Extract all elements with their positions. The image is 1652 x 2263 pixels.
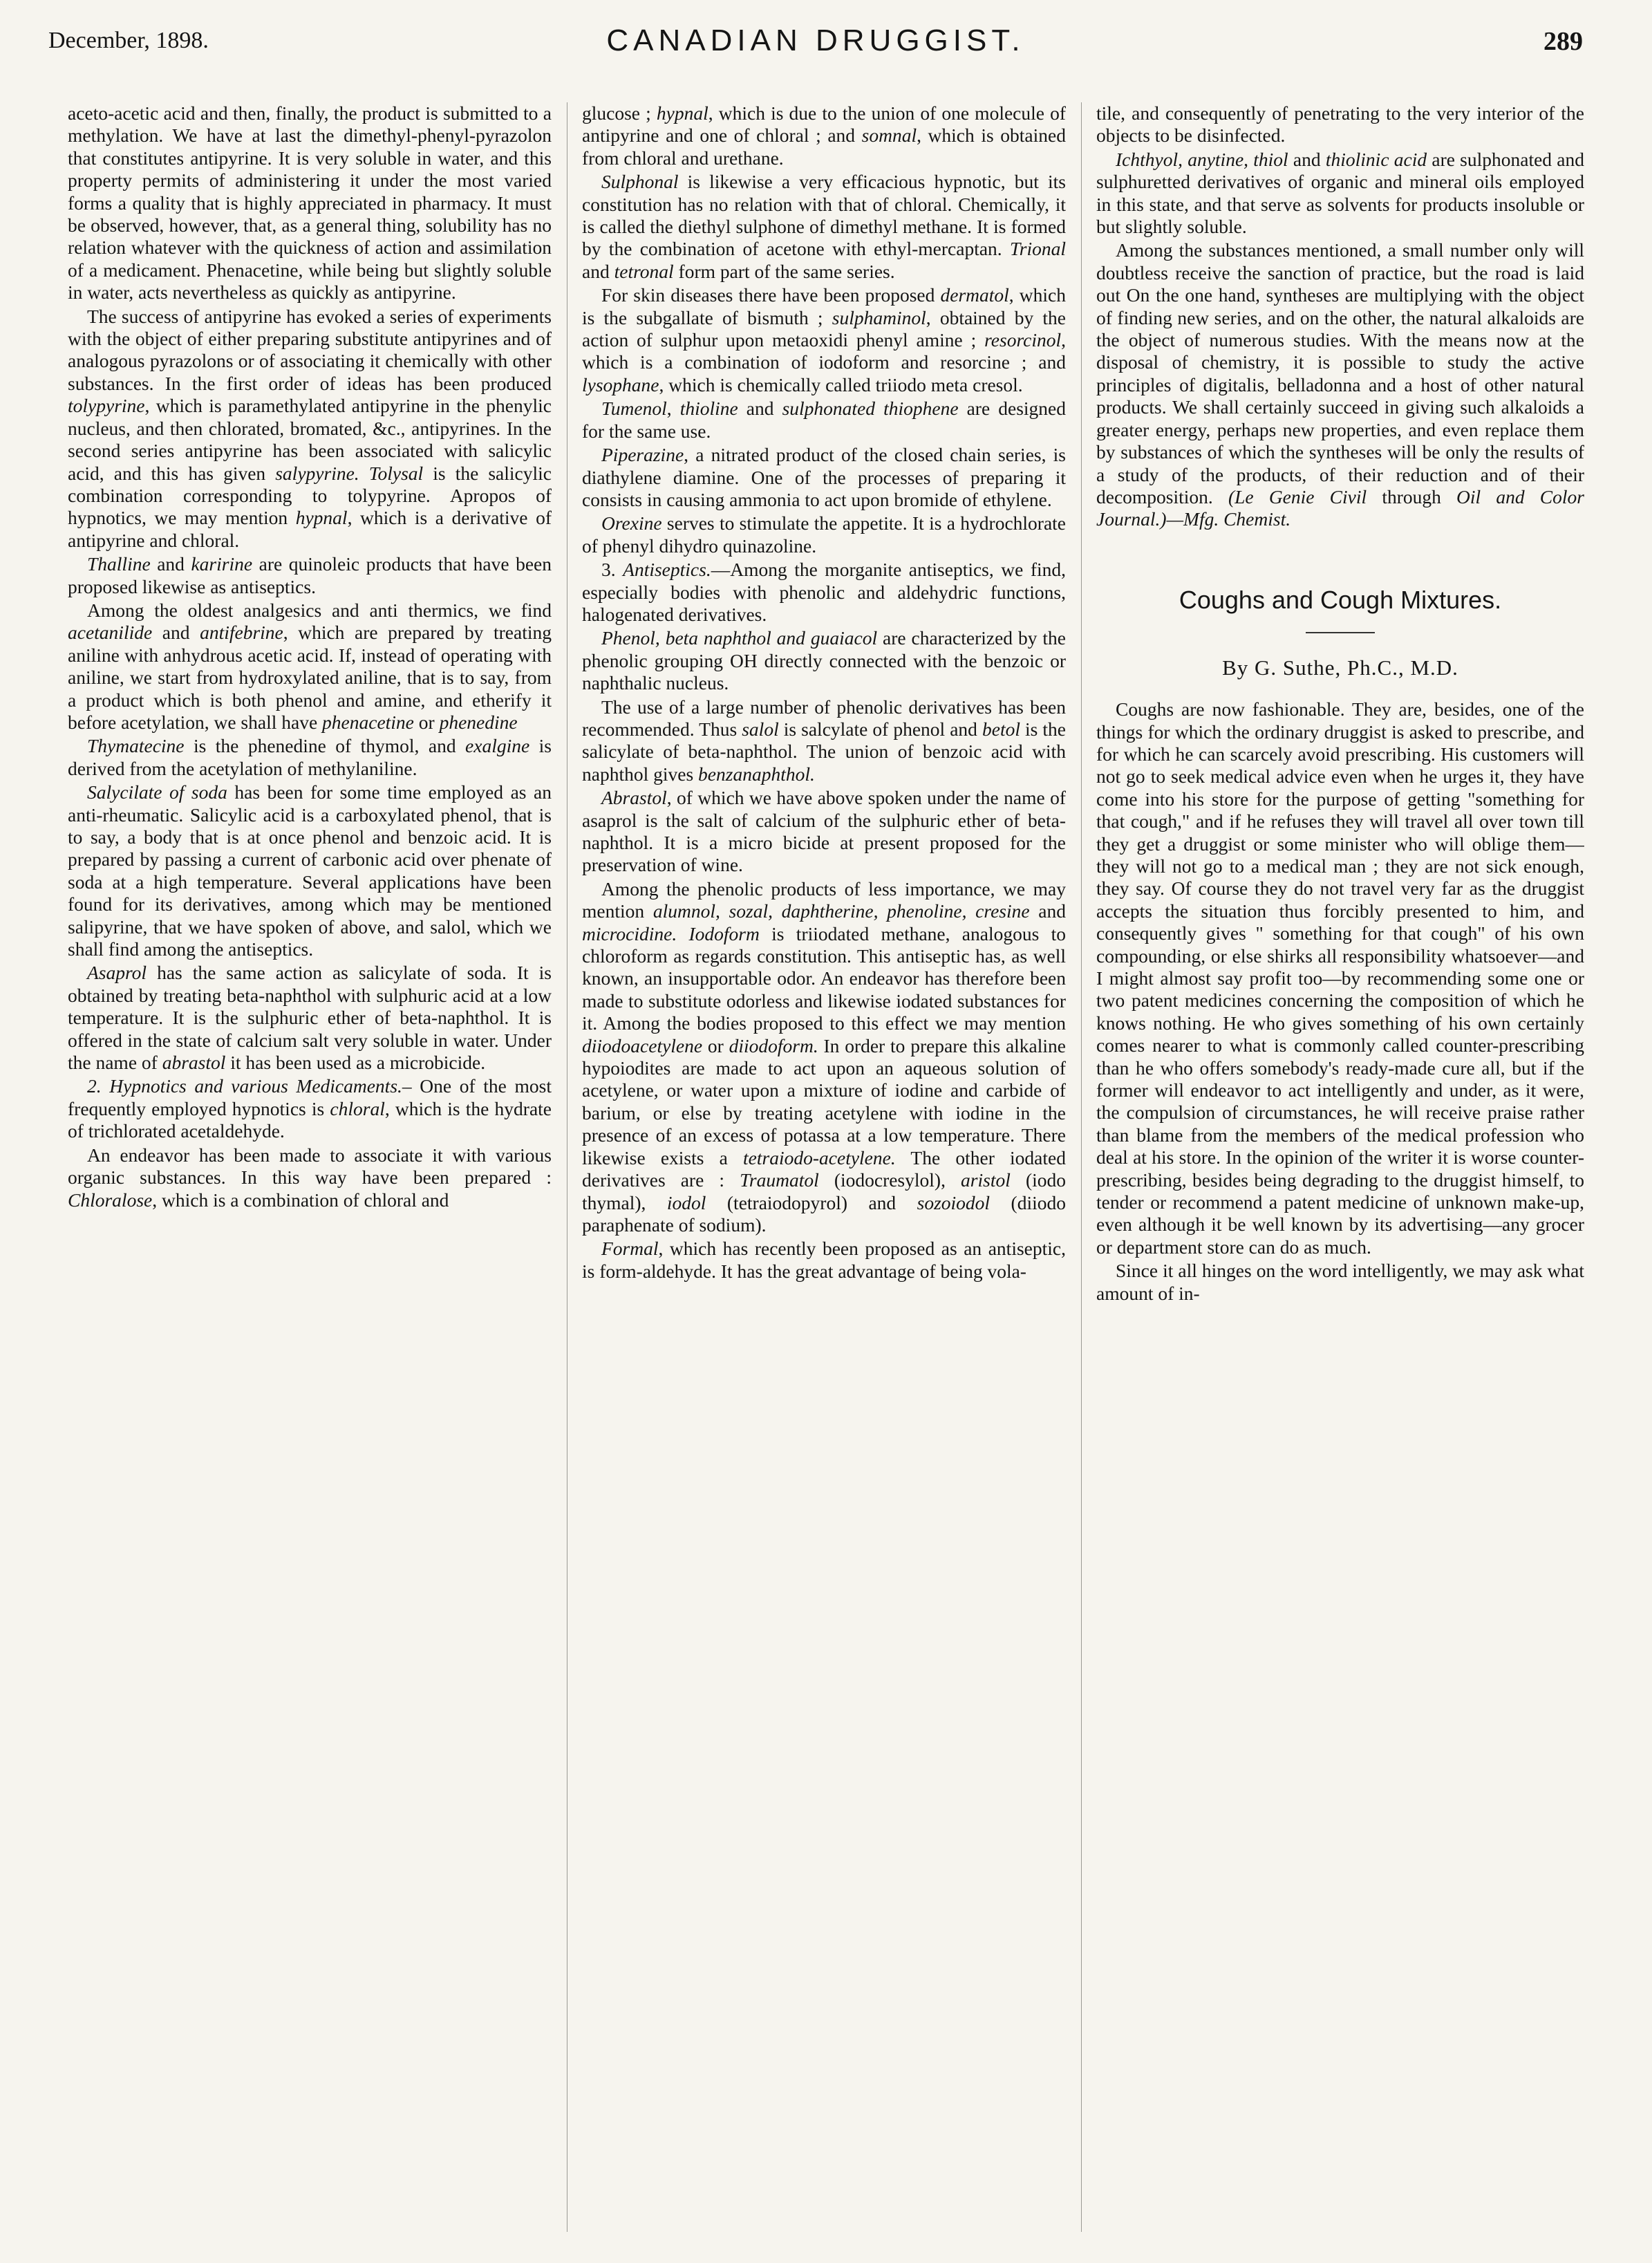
article-byline: By G. Suthe, Ph.C., M.D. bbox=[1222, 655, 1458, 680]
page-number: 289 bbox=[1543, 27, 1583, 56]
paragraph: Abrastol, of which we have above spoken under the name of asaprol is the salt of calcium of the sulphuric ether of beta-naphthol. It is a micro bicide at present proposed for the preservation of wine. bbox=[582, 787, 1066, 876]
column-divider bbox=[1081, 102, 1082, 2232]
paragraph: Thalline and karirine are quinoleic products that have been proposed likewise as antiseptics. bbox=[68, 553, 552, 597]
paragraph: tile, and consequently of penetrating to the very interior of the objects to be disinfected. bbox=[1096, 102, 1584, 147]
paragraph: For skin diseases there have been proposed dermatol, which is the subgallate of bismuth ; sulphaminol, obtained by the action of sulphur upon metaoxidi phenyl amine ; resorcinol, which is a combination of iodoform and resorcine ; and lysophane, which is chemically called triiodo meta cresol. bbox=[582, 284, 1066, 395]
header-date: December, 1898. bbox=[48, 28, 209, 53]
paragraph: Ichthyol, anytine, thiol and thiolinic acid are sulphonated and sulphuretted derivatives of organic and mineral oils employed in this state, and that serve as solvents for products insoluble or but slightly soluble. bbox=[1096, 148, 1584, 238]
paragraph: Since it all hinges on the word intelligently, we may ask what amount of in- bbox=[1096, 1260, 1584, 1304]
title-rule bbox=[1306, 632, 1375, 633]
column-2 bbox=[582, 102, 1066, 2239]
paragraph: Among the phenolic products of less importance, we may mention alumnol, sozal, daphtherine, phenoline, cresine and microcidine. Iodoform is triiodated methane, analogous to chloroform as regards constitution. This antiseptic has, as well known, an insupportable odor. An endeavor has therefore been made to substitute odorless and likewise iodated substances for it. Among the bodies proposed to this effect we may mention diiodoacetylene or diiodoform. In order to prepare this alkaline hypoiodites are made to act upon an aqueous solution of acetylene, or water upon a mixture of iodine and carbide of barium, or else by treating acetylene with iodine in the presence of an excess of potassa at a low temperature. There likewise exists a tetraiodo-acetylene. The other iodated derivatives are : Traumatol (iodocresylol), aristol (iodo thymal), iodol (tetraiodopyrol) and sozoiodol (diiodo paraphenate of sodium). bbox=[582, 877, 1066, 1236]
paragraph: Coughs are now fashionable. They are, besides, one of the things for which the ordinary druggist is asked to prescribe, and for which he can scarcely avoid prescribing. His customers will not go to seek medical advice even when he urges it, they have come into his store for the purpose of getting "something for that cough," and if he refuses they will travel all over town till they get a druggist or some minister who will oblige them—they will not go to a medical man ; they are not sick enough, they say. Of course they do not travel very far as the druggist accepts the situation thus forcibly presented to him, and consequently gives " something for that cough" of his own compounding, or else shirks all responsibility whatsoever—and I might almost say profit too—by recommending some one or two patent medicines concerning the composition of which he knows nothing. He who gives something of his own certainly comes nearer to what is commonly called counter-prescribing than he who offers somebody's ready-made cure all, but if the former will endeavor to act intelligently and under, as it were, the compulsion of circumstances, he will receive praise rather than blame from the members of the medical profession who deal at his store. In the opinion of the writer it is worse counter-prescribing, besides being degrading to the druggist himself, to tender or recommend a patent medicine of unknown make-up, even although it be well known by its advertising—any grocer or department store can do as much. bbox=[1096, 698, 1584, 1258]
paragraph: Formal, which has recently been proposed as an antiseptic, is form-aldehyde. It has the great advantage of being vola- bbox=[582, 1238, 1066, 1282]
paragraph: Sulphonal is likewise a very efficacious hypnotic, but its constitution has no relation with that of chloral. Chemically, it is called the diethyl sulphone of dimethyl methane. It is formed by the combination of acetone with ethyl-mercaptan. Trional and tetronal form part of the same series. bbox=[582, 171, 1066, 282]
article-title: Coughs and Cough Mixtures. bbox=[1179, 585, 1502, 614]
paragraph: Salycilate of soda has been for some time employed as an anti-rheumatic. Salicylic acid is a carboxylated phenol, that is to say, a body that is at once phenol and benzoic acid. It is prepared by passing a current of carbonic acid over phenate of soda at a high temperature. Several applications have been found for its derivatives, among which may be mentioned salipyrine, that we have spoken of above, and salol, which we shall find among the antiseptics. bbox=[68, 781, 552, 960]
paragraph: Among the substances mentioned, a small number only will doubtless receive the sanction of practice, but the road is laid out On the one hand, syntheses are multiplying with the object of finding new series, and on the other, the natural alkaloids are the object of numerous studies. With the means now at the disposal of chemistry, it is possible to study the active principles of digitalis, belladonna and a host of other natural products. We shall certainly succeed in giving such alkaloids a greater energy, perhaps new properties, and even replace them by substances of which the syntheses will be only the results of a study of the products, of their reduction and of their decomposition. (Le Genie Civil through Oil and Color Journal.)—Mfg. Chemist. bbox=[1096, 239, 1584, 530]
paragraph: Phenol, beta naphthol and guaiacol are characterized by the phenolic grouping OH directly connected with the benzoic or naphthalic nucleus. bbox=[582, 627, 1066, 694]
paragraph: 3. Antiseptics.—Among the morganite antiseptics, we find, especially bodies with phenolic and aldehydric functions, halogenated derivatives. bbox=[582, 559, 1066, 625]
paragraph: The use of a large number of phenolic derivatives has been recommended. Thus salol is salcylate of phenol and betol is the salicylate of beta-naphthol. The union of benzoic acid with naphthol gives benzanaphthol. bbox=[582, 696, 1066, 785]
paragraph: The success of antipyrine has evoked a series of experiments with the object of either preparing substitute antipyrines and of analogous pyrazolons or of associating it chemically with other substances. In the first order of ideas has been produced tolypyrine, which is paramethylated antipyrine in the phenylic nucleus, and then chlorated, bromated, &c., antipyrines. In the second series antipyrine has been associated with salicylic acid, and this has given salypyrine. Tolysal is the salicylic combination corresponding to tolypyrine. Apropos of hypnotics, we may mention hypnal, which is a derivative of antipyrine and chloral. bbox=[68, 305, 552, 551]
paragraph: Asaprol has the same action as salicylate of soda. It is obtained by treating beta-naphthol with sulphuric acid at a low temperature. It is the sulphuric ether of beta-naphthol. It is offered in the state of calcium salt very soluble in water. Under the name of abrastol it has been used as a microbicide. bbox=[68, 962, 552, 1074]
paragraph: Thymatecine is the phenedine of thymol, and exalgine is derived from the acetylation of methylaniline. bbox=[68, 735, 552, 779]
column-1 bbox=[68, 102, 552, 2239]
paragraph: glucose ; hypnal, which is due to the union of one molecule of antipyrine and one of chloral ; and somnal, which is obtained from chloral and urethane. bbox=[582, 102, 1066, 169]
paragraph: Tumenol, thioline and sulphonated thiophene are designed for the same use. bbox=[582, 398, 1066, 442]
publication-title: CANADIAN DRUGGIST. bbox=[606, 24, 1025, 57]
paragraph: aceto-acetic acid and then, finally, the product is submitted to a methylation. We have at last the dimethyl-phenyl-pyrazolon that constitutes antipyrine. It is very soluble in water, and this property permits of administering it under the most varied forms a quality that is highly appreciated in pharmacy. It must be observed, however, that, as a general thing, solubility has no relation whatever with the quickness of action and assimilation of a medicament. Phenacetine, while being but slightly soluble in water, acts nevertheless as quickly as antipyrine. bbox=[68, 102, 552, 304]
paragraph: Orexine serves to stimulate the appetite. It is a hydrochlorate of phenyl dihydro quinazoline. bbox=[582, 512, 1066, 557]
page-header bbox=[48, 24, 1583, 65]
paragraph: An endeavor has been made to associate it with various organic substances. In this way have been prepared : Chloralose, which is a combination of chloral and bbox=[68, 1144, 552, 1211]
column-3 bbox=[1096, 102, 1584, 2239]
paragraph: Piperazine, a nitrated product of the closed chain series, is diathylene diamine. One of the processes of preparing it consists in causing ammonia to act upon bromide of ethylene. bbox=[582, 444, 1066, 510]
paragraph: Among the oldest analgesics and anti thermics, we find acetanilide and antifebrine, which are prepared by treating aniline with anhydrous acetic acid. If, instead of operating with aniline, we start from hydroxylated aniline, that is to say, from a product which is both phenol and amine, and etherify it before acetylation, we shall have phenacetine or phenedine bbox=[68, 599, 552, 733]
paragraph: 2. Hypnotics and various Medicaments.– One of the most frequently employed hypnotics is chloral, which is the hydrate of trichlorated acetaldehyde. bbox=[68, 1075, 552, 1142]
